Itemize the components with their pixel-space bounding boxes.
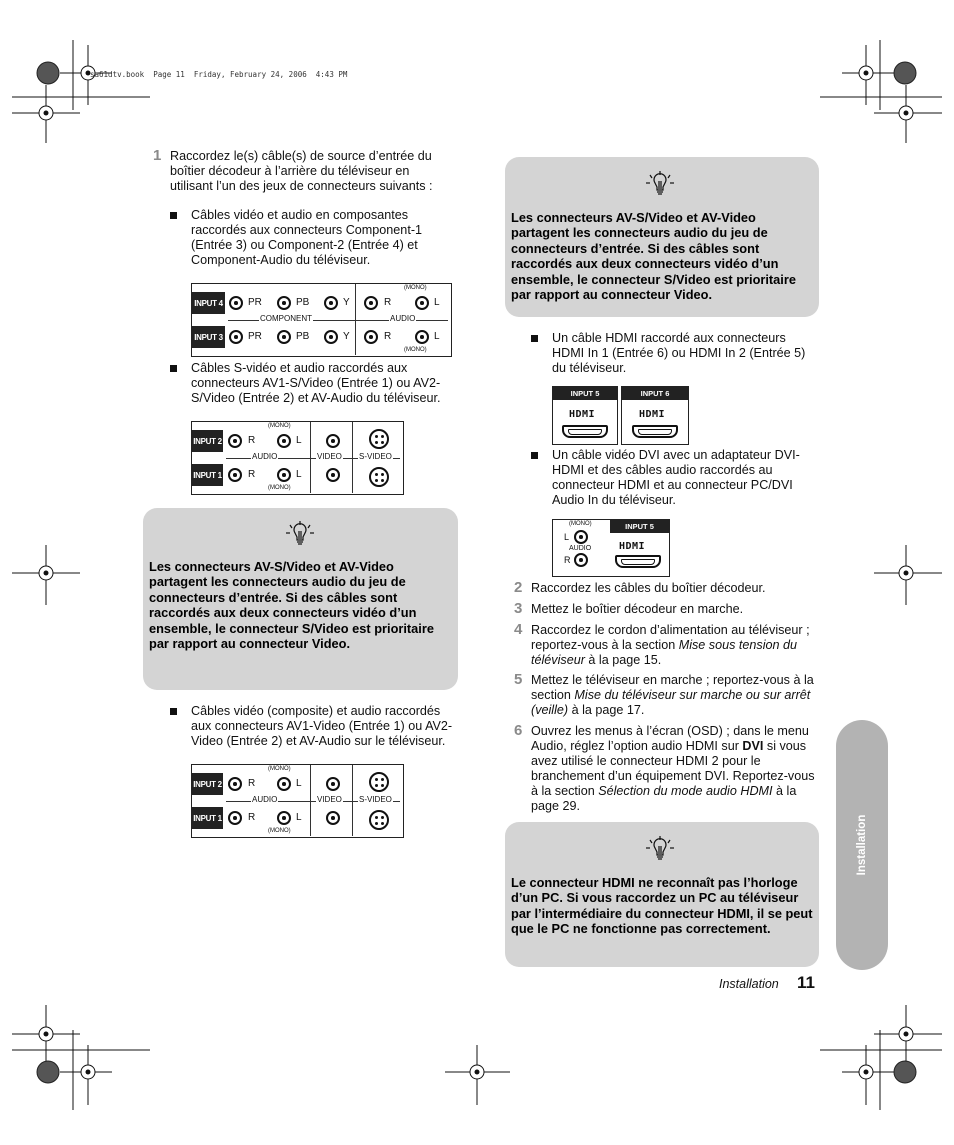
tip-box bbox=[143, 508, 458, 690]
dvi-connector-diagram bbox=[552, 519, 670, 577]
pb-label: PB bbox=[296, 297, 310, 308]
section-reference: Mise du téléviseur sur marche ou sur arrêt (veille) bbox=[531, 688, 811, 717]
tip-text: Les connecteurs AV-S/Video et AV-Video partagent les connecteurs audio du jeu de connecteurs d’entrée. Si des câbles sont raccordés aux deux connecteurs vidéo d’un ensemble, le connecteur S/Video est prioritaire par rapport au connecteur Video. bbox=[511, 210, 796, 303]
video-label: VIDEO bbox=[317, 795, 342, 804]
step-3 bbox=[514, 600, 816, 617]
input-5-label: INPUT 5 bbox=[553, 387, 617, 400]
print-header: sa61dtv.book Page 11 Friday, February 24, 2006 4:43 PM bbox=[90, 70, 348, 79]
component-label: COMPONENT bbox=[260, 314, 312, 323]
step-number: 3 bbox=[514, 600, 523, 617]
component-connector-diagram bbox=[191, 283, 452, 357]
audio-label: AUDIO bbox=[252, 452, 278, 461]
svideo-jack bbox=[369, 429, 389, 449]
bullet-square bbox=[531, 335, 538, 342]
hdmi-port bbox=[615, 555, 661, 568]
step-text: Mettez le téléviseur en marche ; reportez-vous à la section bbox=[531, 673, 814, 702]
bullet-text: Câbles vidéo (composite) et audio raccordés aux connecteurs AV1-Video (Entrée 1) ou AV2-Video (Entrée 2) et AV-Audio sur le téléviseur. bbox=[191, 704, 453, 748]
bullet-text: Câbles vidéo et audio en composantes raccordés aux connecteurs Component-1 (Entrée 3) ou Component-2 (Entrée 4) et Component-Audio du téléviseur. bbox=[191, 208, 423, 267]
svideo-connector-diagram bbox=[191, 421, 404, 495]
r-label: R bbox=[384, 331, 392, 342]
input-2-label: INPUT 2 bbox=[192, 430, 223, 452]
input-5-label: INPUT 5 bbox=[610, 520, 669, 533]
mono-label: (MONO) bbox=[268, 485, 291, 491]
step-text: à la page 15. bbox=[584, 653, 662, 667]
tip-box bbox=[505, 157, 819, 317]
y-label: Y bbox=[343, 331, 350, 342]
mono-label: (MONO) bbox=[569, 521, 592, 527]
video-jack bbox=[326, 811, 340, 825]
audio-label: AUDIO bbox=[252, 795, 278, 804]
bullet-square bbox=[170, 212, 177, 219]
r-label: R bbox=[384, 297, 392, 308]
video-jack bbox=[326, 468, 340, 482]
step-text: Raccordez le(s) câble(s) de source d’entrée du boîtier décodeur à l’arrière du téléviseur en utilisant l’un des jeux de connecteurs suivants : bbox=[170, 149, 433, 193]
audio-r-jack bbox=[228, 811, 242, 825]
hdmi-input-5-diagram bbox=[552, 386, 618, 445]
step-4 bbox=[514, 621, 821, 668]
svideo-label: S-VIDEO bbox=[359, 795, 392, 804]
tip-text: Le connecteur HDMI ne reconnaît pas l’horloge d’un PC. Si vous raccordez un PC au téléviseur par l’intermédiaire du connecteur HDMI, il se peut que le PC ne fonctionne pas correctement. bbox=[511, 875, 813, 937]
l-label: L bbox=[296, 778, 302, 789]
step-number: 1 bbox=[153, 147, 162, 164]
composite-connector-diagram bbox=[191, 764, 404, 838]
l-label: L bbox=[564, 532, 570, 542]
lightbulb-icon bbox=[643, 169, 677, 201]
input-2-label: INPUT 2 bbox=[192, 773, 223, 795]
l-label: L bbox=[434, 297, 440, 308]
input-4-label: INPUT 4 bbox=[192, 292, 225, 314]
section-reference: Mise sous tension du téléviseur bbox=[531, 638, 798, 667]
mono-label: (MONO) bbox=[404, 285, 427, 291]
step-2 bbox=[514, 579, 816, 596]
pr-label: PR bbox=[248, 297, 262, 308]
svideo-label: S-VIDEO bbox=[359, 452, 392, 461]
step-text: Raccordez le cordon d’alimentation au téléviseur ; reportez-vous à la section bbox=[531, 623, 810, 652]
y-jack bbox=[324, 330, 338, 344]
bullet-square bbox=[531, 452, 538, 459]
audio-l-jack bbox=[277, 811, 291, 825]
pb-jack bbox=[277, 330, 291, 344]
step-number: 5 bbox=[514, 671, 523, 688]
audio-r-jack bbox=[228, 434, 242, 448]
audio-r-jack bbox=[364, 330, 378, 344]
audio-l-jack bbox=[574, 530, 588, 544]
hdmi-logo: HDMI bbox=[639, 409, 666, 420]
mono-label: (MONO) bbox=[268, 766, 291, 772]
bullet-component bbox=[191, 208, 453, 268]
tip-box bbox=[505, 822, 819, 967]
svideo-jack bbox=[369, 810, 389, 830]
audio-l-jack bbox=[415, 296, 429, 310]
mono-label: (MONO) bbox=[268, 828, 291, 834]
section-side-tab bbox=[836, 720, 888, 970]
step-text: Mettez le boîtier décodeur en marche. bbox=[531, 602, 744, 616]
step-text: à la page 17. bbox=[568, 703, 645, 717]
step-text: si vous avez utilisé le connecteur HDMI 2 pour le branchement d’un équipement DVI. Reportez-vous à la section bbox=[531, 739, 815, 798]
bullet-text: Câbles S-vidéo et audio raccordés aux connecteurs AV1-S/Video (Entrée 1) ou AV2-S/Video (Entrée 2) et AV-Audio du téléviseur. bbox=[191, 361, 441, 405]
hdmi-port bbox=[562, 425, 608, 438]
l-label: L bbox=[296, 435, 302, 446]
hdmi-input-6-diagram bbox=[621, 386, 689, 445]
bullet-text: Un câble vidéo DVI avec un adaptateur DVI-HDMI et des câbles audio raccordés au connecteur HDMI et au connecteur PC/DVI Audio In du téléviseur. bbox=[552, 448, 800, 507]
audio-l-jack bbox=[277, 434, 291, 448]
step-5 bbox=[514, 671, 821, 718]
mono-label: (MONO) bbox=[404, 347, 427, 353]
r-label: R bbox=[248, 435, 256, 446]
step-1 bbox=[153, 147, 455, 194]
hdmi-logo: HDMI bbox=[619, 541, 646, 552]
footer-section-title: Installation bbox=[719, 977, 779, 991]
audio-label: AUDIO bbox=[569, 545, 592, 552]
step-text: à la page 29. bbox=[531, 784, 797, 813]
mono-label: (MONO) bbox=[268, 423, 291, 429]
input-1-label: INPUT 1 bbox=[192, 464, 223, 486]
l-label: L bbox=[296, 469, 302, 480]
svideo-jack bbox=[369, 772, 389, 792]
r-label: R bbox=[564, 555, 571, 565]
step-number: 2 bbox=[514, 579, 523, 596]
lightbulb-icon bbox=[643, 834, 677, 866]
audio-label: AUDIO bbox=[390, 314, 416, 323]
hdmi-logo: HDMI bbox=[569, 409, 596, 420]
bullet-text: Un câble HDMI raccordé aux connecteurs HDMI In 1 (Entrée 6) ou HDMI In 2 (Entrée 5) du téléviseur. bbox=[552, 331, 806, 375]
pr-jack bbox=[229, 296, 243, 310]
bullet-square bbox=[170, 365, 177, 372]
option-value: DVI bbox=[742, 739, 764, 753]
step-text: Raccordez les câbles du boîtier décodeur. bbox=[531, 581, 766, 595]
l-label: L bbox=[296, 812, 302, 823]
step-6 bbox=[514, 722, 821, 814]
audio-r-jack bbox=[228, 777, 242, 791]
audio-l-jack bbox=[415, 330, 429, 344]
video-jack bbox=[326, 777, 340, 791]
step-text: Ouvrez les menus à l’écran (OSD) ; dans le menu Audio, réglez l’option audio HDMI sur bbox=[531, 724, 809, 753]
pb-label: PB bbox=[296, 331, 310, 342]
step-number: 4 bbox=[514, 621, 523, 638]
r-label: R bbox=[248, 812, 256, 823]
l-label: L bbox=[434, 331, 440, 342]
bullet-svideo bbox=[191, 361, 453, 406]
bullet-hdmi bbox=[552, 331, 817, 376]
audio-l-jack bbox=[277, 777, 291, 791]
video-label: VIDEO bbox=[317, 452, 342, 461]
input-3-label: INPUT 3 bbox=[192, 326, 225, 348]
audio-r-jack bbox=[364, 296, 378, 310]
lightbulb-icon bbox=[283, 519, 317, 551]
audio-l-jack bbox=[277, 468, 291, 482]
hdmi-port bbox=[632, 425, 678, 438]
section-reference: Sélection du mode audio HDMI bbox=[598, 784, 773, 798]
page-number: 11 bbox=[797, 973, 815, 992]
video-jack bbox=[326, 434, 340, 448]
side-tab-label: Installation bbox=[856, 814, 868, 876]
bullet-composite bbox=[191, 704, 459, 749]
y-jack bbox=[324, 296, 338, 310]
r-label: R bbox=[248, 469, 256, 480]
y-label: Y bbox=[343, 297, 350, 308]
audio-r-jack bbox=[574, 553, 588, 567]
pr-jack bbox=[229, 330, 243, 344]
tip-text: Les connecteurs AV-S/Video et AV-Video partagent les connecteurs audio du jeu de connecteurs d’entrée. Si des câbles sont raccordés aux deux connecteurs vidéo d’un ensemble, le connecteur S/Video est prioritaire par rapport au connecteur Video. bbox=[149, 559, 434, 652]
audio-r-jack bbox=[228, 468, 242, 482]
pb-jack bbox=[277, 296, 291, 310]
input-1-label: INPUT 1 bbox=[192, 807, 223, 829]
r-label: R bbox=[248, 778, 256, 789]
bullet-square bbox=[170, 708, 177, 715]
bullet-dvi bbox=[552, 448, 817, 508]
step-number: 6 bbox=[514, 722, 523, 739]
svideo-jack bbox=[369, 467, 389, 487]
input-6-label: INPUT 6 bbox=[622, 387, 688, 400]
pr-label: PR bbox=[248, 331, 262, 342]
